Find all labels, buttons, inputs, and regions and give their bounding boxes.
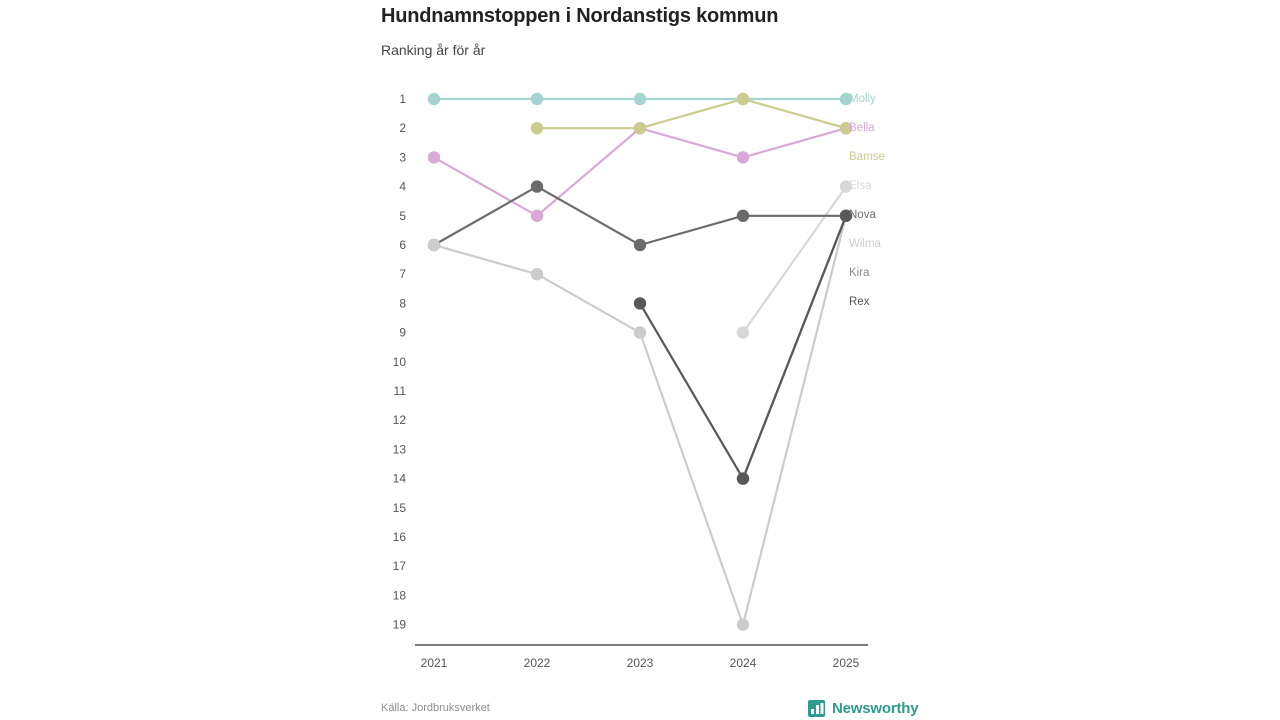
y-axis-tick-label: 7: [399, 267, 406, 282]
series-label: Rex: [849, 296, 870, 309]
y-axis-tick-label: 11: [393, 384, 406, 398]
x-axis-tick-label: 2023: [626, 656, 654, 670]
data-point: [634, 93, 646, 105]
data-point: [428, 239, 440, 251]
y-axis-tick-label: 1: [399, 92, 406, 106]
data-point: [634, 326, 646, 338]
y-axis-tick-label: 10: [392, 354, 406, 369]
data-point: [737, 210, 749, 222]
y-axis-tick-label: 16: [392, 530, 406, 544]
series-line: [434, 128, 846, 216]
series-line: [434, 216, 846, 625]
bar-chart-icon: [808, 700, 825, 717]
data-point: [737, 618, 749, 630]
data-point: [428, 151, 440, 163]
y-axis-tick-label: 3: [399, 150, 406, 165]
series-line: [537, 99, 846, 128]
series-label: Nova: [849, 209, 876, 222]
series-label: Bella: [849, 122, 875, 135]
data-point: [428, 93, 440, 105]
data-point: [634, 297, 646, 309]
y-axis-tick-label: 9: [399, 325, 406, 340]
series-label: Wilma: [849, 238, 881, 251]
y-axis-tick-label: 5: [399, 208, 406, 223]
y-axis-tick-label: 12: [392, 413, 406, 428]
data-point: [531, 268, 543, 280]
source-note: Källa: Jordbruksverket: [381, 702, 490, 714]
series-inline-labels: [849, 93, 885, 308]
series-lines: [434, 99, 846, 625]
y-axis-tick-label: 18: [392, 588, 406, 603]
series-line: [743, 187, 846, 333]
x-axis-tick-labels: [421, 656, 860, 670]
data-point: [531, 180, 543, 192]
y-axis-tick-label: 2: [399, 121, 406, 136]
x-axis-tick-label: 2022: [523, 656, 551, 670]
y-axis-tick-label: 6: [399, 238, 406, 252]
data-point: [737, 326, 749, 338]
data-point: [737, 93, 749, 105]
data-point: [737, 472, 749, 484]
y-axis-tick-label: 19: [392, 617, 406, 632]
data-point: [531, 210, 543, 222]
data-point: [531, 122, 543, 134]
y-axis-tick-label: 4: [399, 179, 406, 194]
x-axis-tick-label: 2025: [832, 656, 860, 670]
series-line: [434, 187, 846, 245]
data-point: [634, 239, 646, 251]
data-point: [634, 122, 646, 134]
y-axis-tick-label: 13: [392, 442, 406, 457]
series-label: Bamse: [849, 151, 885, 164]
x-axis-tick-label: 2024: [729, 656, 757, 670]
y-axis-tick-label: 14: [392, 471, 406, 486]
data-point: [531, 93, 543, 105]
brand-name: Newsworthy: [832, 700, 919, 717]
y-axis-tick-label: 8: [399, 296, 406, 311]
chart-subtitle: Ranking år för år: [381, 42, 486, 58]
series-label: Elsa: [849, 180, 872, 193]
y-axis-tick-label: 17: [392, 559, 406, 574]
brand-logo: [808, 700, 918, 717]
data-point: [737, 151, 749, 163]
series-label: Molly: [849, 93, 876, 106]
y-axis-tick-label: 15: [392, 500, 406, 515]
y-axis-tick-labels: [393, 92, 407, 632]
series-line: [640, 216, 846, 479]
page-title: Hundnamnstoppen i Nordanstigs kommun: [381, 5, 779, 27]
series-label: Kira: [849, 267, 870, 280]
x-axis-tick-label: 2021: [420, 656, 448, 670]
